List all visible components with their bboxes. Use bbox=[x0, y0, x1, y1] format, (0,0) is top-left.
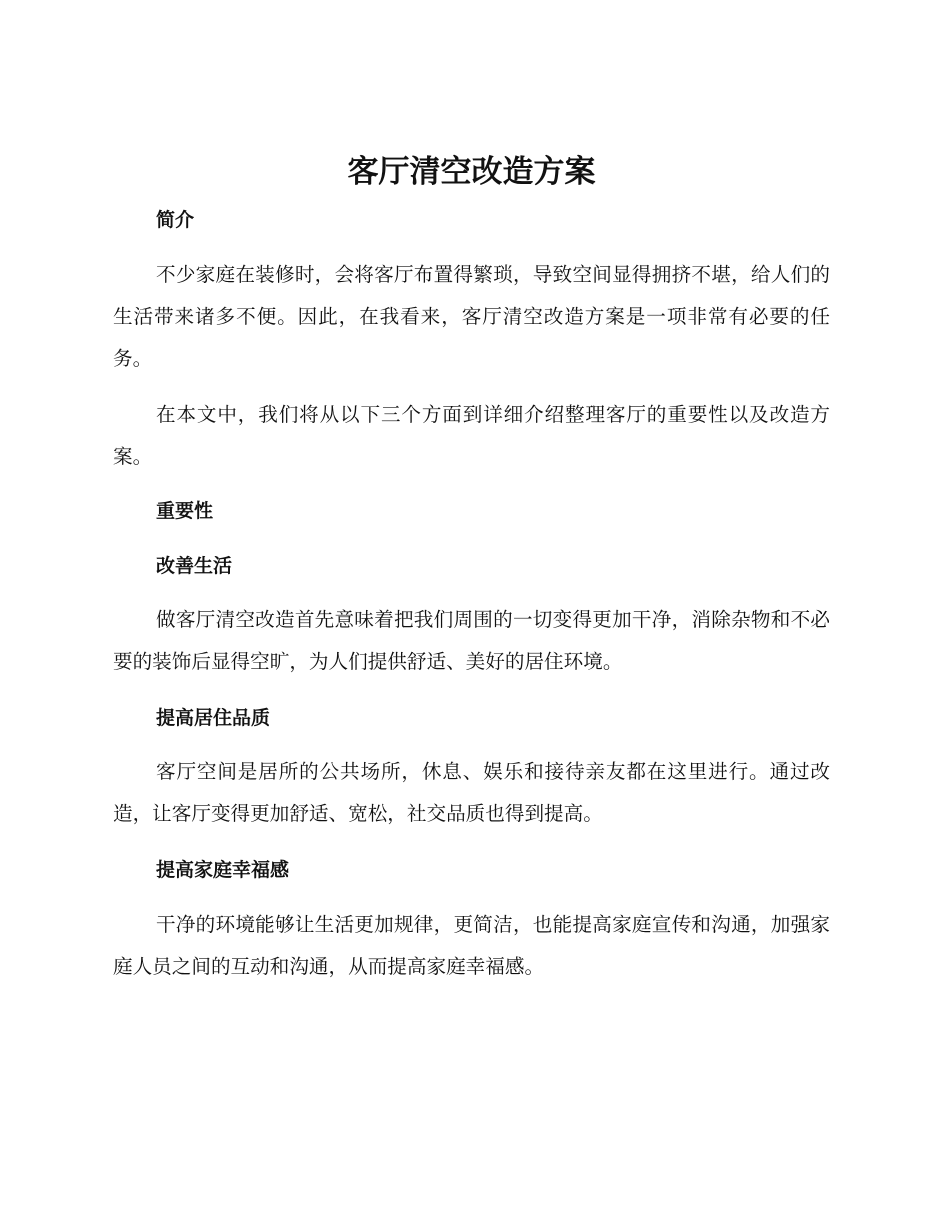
paragraph-intro-1: 不少家庭在装修时，会将客厅布置得繁琐，导致空间显得拥挤不堪，给人们的生活带来诸多不便。因此，在我看来，客厅清空改造方案是一项非常有必要的任务。 bbox=[113, 263, 830, 370]
paragraph-happiness: 干净的环境能够让生活更加规律，更简洁，也能提高家庭宣传和沟通，加强家庭人员之间的互动和沟通，从而提高家庭幸福感。 bbox=[113, 913, 830, 978]
heading-intro: 简介 bbox=[156, 209, 195, 231]
heading-living-quality: 提高居住品质 bbox=[156, 707, 271, 729]
heading-improve-life: 改善生活 bbox=[156, 555, 233, 577]
heading-happiness: 提高家庭幸福感 bbox=[156, 859, 290, 881]
page-title: 客厅清空改造方案 bbox=[347, 154, 596, 190]
heading-importance: 重要性 bbox=[156, 500, 214, 522]
paragraph-intro-2: 在本文中，我们将从以下三个方面到详细介绍整理客厅的重要性以及改造方案。 bbox=[113, 403, 830, 468]
paragraph-improve-life: 做客厅清空改造首先意味着把我们周围的一切变得更加干净，消除杂物和不必要的装饰后显得空旷，为人们提供舒适、美好的居住环境。 bbox=[113, 608, 830, 673]
paragraph-living-quality: 客厅空间是居所的公共场所，休息、娱乐和接待亲友都在这里进行。通过改造，让客厅变得更加舒适、宽松，社交品质也得到提高。 bbox=[113, 760, 830, 825]
